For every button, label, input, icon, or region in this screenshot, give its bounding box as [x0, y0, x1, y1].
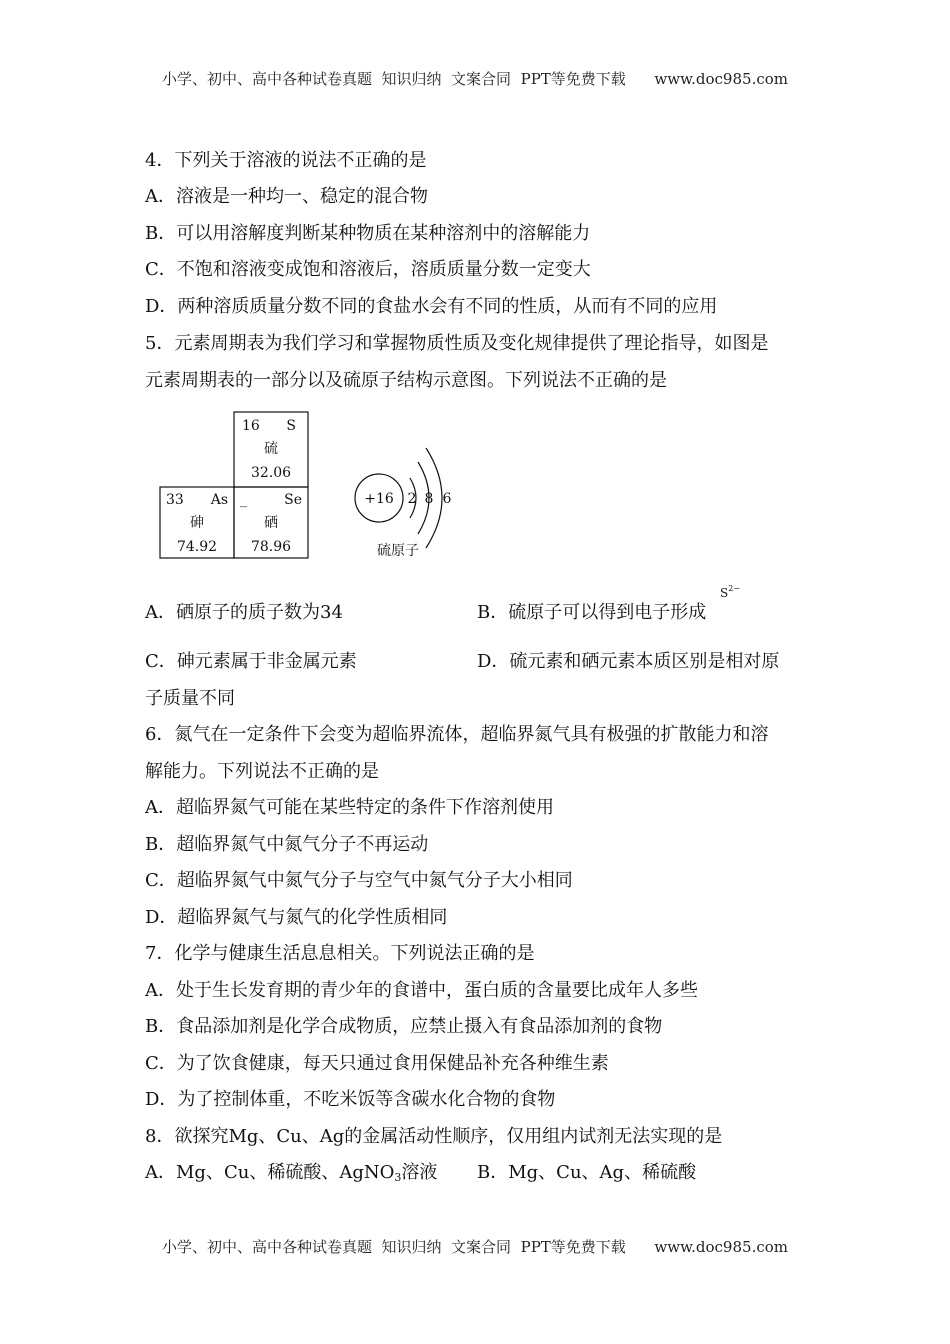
q7-option-c: C．为了饮食健康，每天只通过食用保健品补充各种维生素 — [145, 1053, 609, 1074]
q4-stem: 4．下列关于溶液的说法不正确的是 — [145, 150, 427, 171]
arsenic-number: 33 — [166, 492, 184, 508]
q6-option-a: A．超临界氮气可能在某些特定的条件下作溶剂使用 — [145, 797, 554, 818]
q8-option-a-subscript: 3 — [394, 1171, 402, 1184]
sulfide-ion-symbol: S — [720, 586, 729, 600]
q4-option-d: D．两种溶质质量分数不同的食盐水会有不同的性质，从而有不同的应用 — [145, 296, 718, 317]
q6-stem-line2: 解能力。下列说法不正确的是 — [145, 761, 379, 782]
sulfur-number: 16 — [242, 418, 260, 434]
arsenic-cell — [160, 487, 234, 558]
sulfur-name: 硫 — [264, 441, 278, 457]
q5-option-c: C．砷元素属于非金属元素 — [145, 651, 357, 672]
q5-option-d-line1: D．硫元素和硒元素本质区别是相对原 — [477, 651, 780, 672]
sulfide-ion-charge: 2− — [728, 584, 741, 593]
q7-option-d: D．为了控制体重，不吃米饭等含碳水化合物的食物 — [145, 1089, 556, 1110]
selenium-symbol: Se — [284, 492, 302, 508]
nucleus-charge: +16 — [364, 491, 394, 507]
sulfur-symbol: S — [286, 418, 296, 434]
q5-option-a: A．硒原子的质子数为34 — [145, 602, 343, 623]
shell-electrons-2: 8 — [424, 491, 434, 507]
page-footer: 小学、初中、高中各种试卷真题 知识归纳 文案合同 PPT等免费下载 www.doc985.com — [161, 1238, 788, 1256]
q5-option-b: B．硫原子可以得到电子形成 — [477, 602, 707, 623]
selenium-name: 硒 — [264, 515, 278, 531]
page-header: 小学、初中、高中各种试卷真题 知识归纳 文案合同 PPT等免费下载 www.doc985.com — [161, 70, 788, 88]
q7-option-a: A．处于生长发育期的青少年的食谱中，蛋白质的含量要比成年人多些 — [145, 980, 698, 1001]
shell-electrons-1: 2 — [407, 491, 417, 507]
q5-stem-line1: 5．元素周期表为我们学习和掌握物质性质及变化规律提供了理论指导，如图是 — [145, 333, 769, 354]
q8-option-a-suffix: 溶液 — [401, 1162, 438, 1183]
periodic-table-figure — [150, 405, 470, 570]
q7-option-b: B．食品添加剂是化学合成物质，应禁止摄入有食品添加剂的食物 — [145, 1016, 663, 1037]
arsenic-name: 砷 — [190, 515, 204, 531]
q6-stem-line1: 6．氮气在一定条件下会变为超临界流体，超临界氮气具有极强的扩散能力和溶 — [145, 724, 769, 745]
q6-option-c: C．超临界氮气中氮气分子与空气中氮气分子大小相同 — [145, 870, 573, 891]
q8-option-a — [145, 1158, 437, 1184]
shell-electrons-3: 6 — [442, 491, 452, 507]
sulfide-ion — [720, 584, 740, 600]
q8-option-b: B．Mg、Cu、Ag、稀硫酸 — [477, 1162, 697, 1183]
q6-option-b: B．超临界氮气中氮气分子不再运动 — [145, 834, 429, 855]
q8-stem: 8．欲探究Mg、Cu、Ag的金属活动性顺序，仅用组内试剂无法实现的是 — [145, 1126, 723, 1147]
q5-stem-line2: 元素周期表的一部分以及硫原子结构示意图。下列说法不正确的是 — [145, 370, 667, 391]
sulfur-mass: 32.06 — [250, 465, 292, 481]
selenium-mass: 78.96 — [250, 539, 292, 555]
q4-option-b: B．可以用溶解度判断某种物质在某种溶剂中的溶解能力 — [145, 223, 591, 244]
arsenic-mass: 74.92 — [176, 539, 218, 555]
q4-option-a: A．溶液是一种均一、稳定的混合物 — [145, 186, 428, 207]
q5-option-d-line2: 子质量不同 — [145, 688, 235, 709]
selenium-number-blank: _ — [240, 492, 247, 508]
arsenic-symbol: As — [210, 492, 228, 508]
q8-option-a-text: A．Mg、Cu、稀硫酸、AgNO — [145, 1162, 395, 1183]
q6-option-d: D．超临界氮气与氮气的化学性质相同 — [145, 907, 448, 928]
selenium-cell — [234, 487, 308, 558]
atom-caption: 硫原子 — [377, 543, 419, 559]
sulfur-cell — [234, 412, 308, 487]
sulfur-atom-diagram — [355, 448, 452, 559]
q4-option-c: C．不饱和溶液变成饱和溶液后，溶质质量分数一定变大 — [145, 259, 591, 280]
q7-stem: 7．化学与健康生活息息相关。下列说法正确的是 — [145, 943, 535, 964]
